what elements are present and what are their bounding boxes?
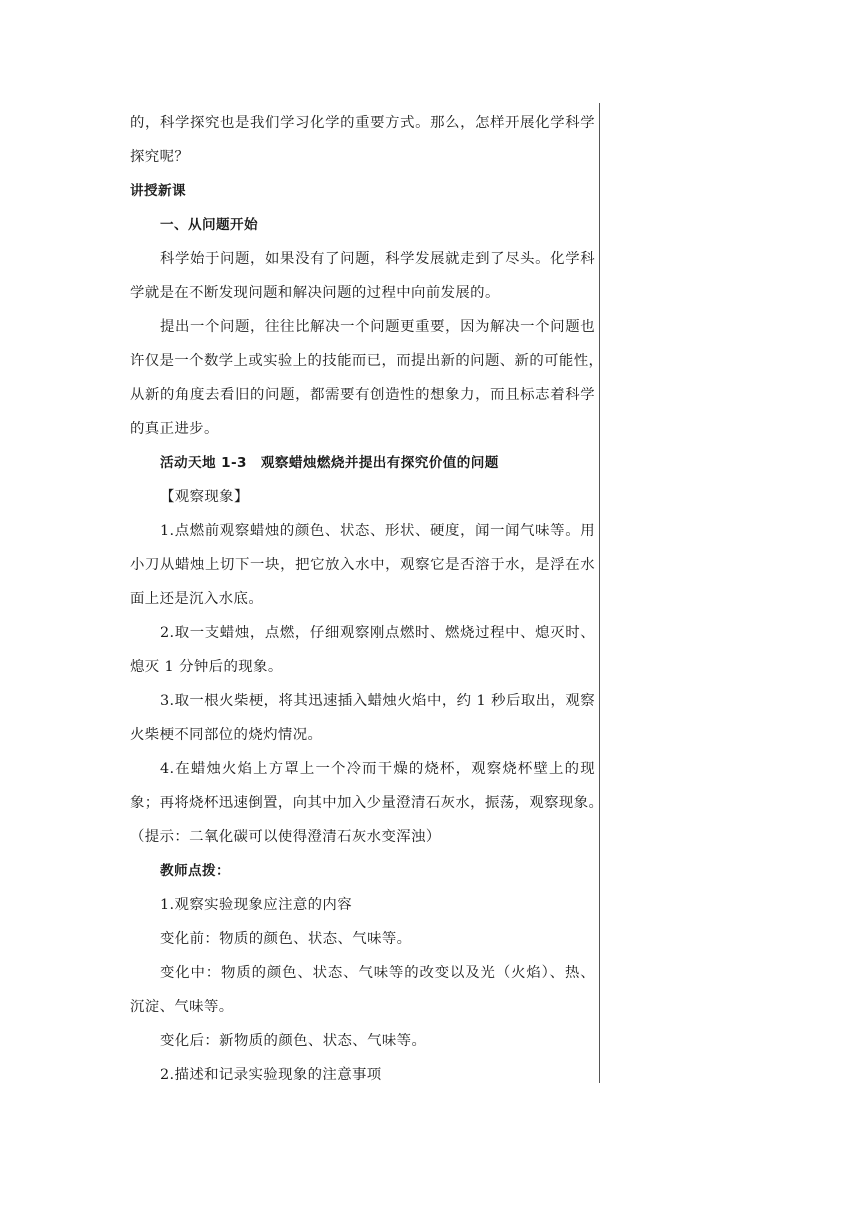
text-line: 的真正进步。 bbox=[130, 421, 219, 437]
text-line: 学就是在不断发现问题和解决问题的过程中向前发展的。 bbox=[130, 285, 500, 301]
text-line: 熄灭 1 分钟后的现象。 bbox=[130, 659, 283, 675]
text-line: 从新的角度去看旧的问题，都需要有创造性的想象力，而且标志着科学 bbox=[130, 387, 595, 403]
text-line: 沉淀、气味等。 bbox=[130, 999, 234, 1015]
text-line: 2.取一支蜡烛，点燃，仔细观察刚点燃时、燃烧过程中、熄灭时、 bbox=[160, 625, 595, 641]
text-line: （提示：二氧化碳可以使得澄清石灰水变浑浊） bbox=[130, 829, 441, 845]
text-line: 变化后：新物质的颜色、状态、气味等。 bbox=[160, 1033, 427, 1049]
section-heading: 活动天地 1-3 观察蜡烛燃烧并提出有探究价值的问题 bbox=[160, 455, 499, 471]
text-line: 【观察现象】 bbox=[160, 489, 249, 505]
text-line: 小刀从蜡烛上切下一块，把它放入水中，观察它是否溶于水，是浮在水 bbox=[130, 557, 595, 573]
text-line: 火柴梗不同部位的烧灼情况。 bbox=[130, 727, 323, 743]
text-line: 象；再将烧杯迅速倒置，向其中加入少量澄清石灰水，振荡，观察现象。 bbox=[130, 795, 604, 811]
document-body bbox=[130, 106, 604, 1092]
text-line: 1.观察实验现象应注意的内容 bbox=[160, 897, 353, 913]
text-line: 变化中：物质的颜色、状态、气味等的改变以及光（火焰）、热、 bbox=[160, 965, 595, 981]
text-line: 1.点燃前观察蜡烛的颜色、状态、形状、硬度，闻一闻气味等。用 bbox=[160, 523, 595, 539]
section-heading: 讲授新课 bbox=[130, 183, 186, 199]
text-line: 许仅是一个数学上或实验上的技能而已，而提出新的问题、新的可能性， bbox=[130, 353, 604, 369]
text-line: 探究呢？ bbox=[130, 149, 190, 165]
text-line: 面上还是沉入水底。 bbox=[130, 591, 264, 607]
text-line: 科学始于问题，如果没有了问题，科学发展就走到了尽头。化学科 bbox=[160, 251, 595, 267]
section-heading: 教师点拨： bbox=[160, 863, 230, 879]
text-line: 变化前：物质的颜色、状态、气味等。 bbox=[160, 931, 412, 947]
text-line: 4.在蜡烛火焰上方罩上一个冷而干燥的烧杯，观察烧杯壁上的现 bbox=[160, 761, 595, 777]
section-heading: 一、从问题开始 bbox=[160, 217, 258, 233]
text-line: 3.取一根火柴梗，将其迅速插入蜡烛火焰中，约 1 秒后取出，观察 bbox=[160, 693, 595, 709]
text-line: 提出一个问题，往往比解决一个问题更重要，因为解决一个问题也 bbox=[160, 319, 595, 335]
text-line: 2.描述和记录实验现象的注意事项 bbox=[160, 1067, 382, 1083]
text-line: 的，科学探究也是我们学习化学的重要方式。那么，怎样开展化学科学 bbox=[130, 115, 595, 131]
